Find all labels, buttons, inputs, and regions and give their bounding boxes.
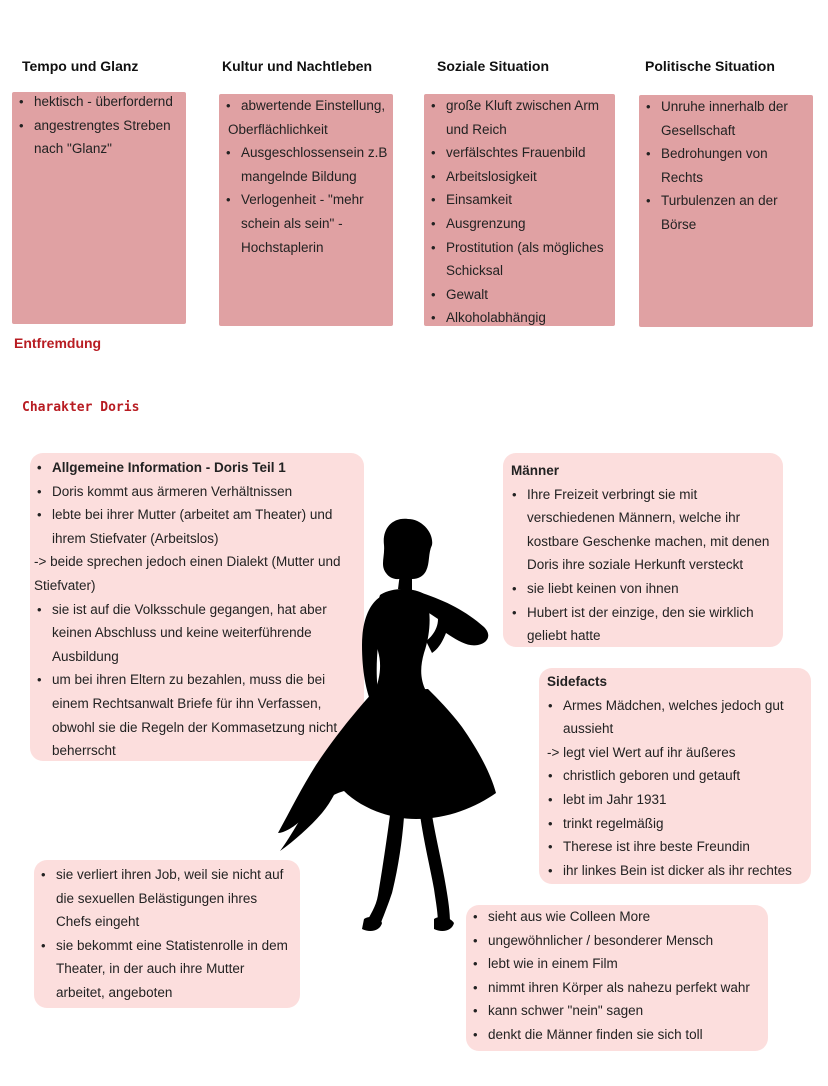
list-item: • Doris kommt aus ärmeren Verhältnissen [30, 480, 356, 504]
list-item: • sieht aus wie Colleen More [466, 905, 762, 929]
list-item: • große Kluft zwischen Arm und Reich [424, 94, 611, 141]
list-item: • nimmt ihren Körper als nahezu perfekt wahr [466, 976, 762, 1000]
heading-tempo-und-glanz: Tempo und Glanz [22, 58, 139, 74]
list-item: • denkt die Männer finden sie sich toll [466, 1023, 762, 1047]
woman-silhouette-icon [270, 515, 520, 935]
list-item: • Prostitution (als mögliches Schicksal [424, 236, 611, 283]
list-item: • Unruhe innerhalb der Gesellschaft [639, 95, 809, 142]
list-item: • Hubert ist der einzige, den sie wirklich geliebt hatte [505, 601, 775, 648]
list-item: • sie bekommt eine Statistenrolle in dem Theater, in der auch ihre Mutter arbeitet, angeboten [34, 934, 292, 1005]
heading-soziale-situation: Soziale Situation [437, 58, 550, 74]
label-entfremdung: Entfremdung [14, 335, 102, 351]
label-charakter-doris: Charakter Doris [22, 400, 140, 415]
box-maenner [503, 453, 783, 647]
list-item: • Alkoholabhängig [424, 306, 611, 330]
list-item: • sie liebt keinen von ihnen [505, 577, 775, 601]
box-kultur-und-nachtleben [219, 94, 393, 326]
list-item: • ungewöhnlicher / besonderer Mensch [466, 929, 762, 953]
box-tempo-und-glanz [12, 92, 186, 324]
list-item: • Verlogenheit - "mehr schein als sein" - Hochstaplerin [219, 188, 389, 259]
list-item: • Armes Mädchen, welches jedoch gut aussieht [541, 694, 805, 741]
note-line: -> legt viel Wert auf ihr äußeres [547, 744, 736, 760]
list-item: • Gewalt [424, 283, 611, 307]
list-item: • sie ist auf die Volksschule gegangen, hat aber keinen Abschluss und keine weiterführende Ausbildung [30, 598, 356, 669]
box-sidefacts [539, 668, 811, 884]
list-item: • Bedrohungen von Rechts [639, 142, 809, 189]
list-item: • Therese ist ihre beste Freundin [541, 835, 805, 859]
list-item: • sie verliert ihren Job, weil sie nicht auf die sexuellen Belästigungen ihres Chefs eingeht [34, 863, 292, 934]
list-item: • hektisch - überfordernd [12, 90, 182, 114]
list-item-title: • Allgemeine Information - Doris Teil 1 [30, 456, 356, 480]
list-item: • kann schwer "nein" sagen [466, 999, 762, 1023]
list-item: • Ihre Freizeit verbringt sie mit verschiedenen Männern, welche ihr kostbare Geschenke machen, mit denen Doris ihre soziale Herkunft versteckt [505, 483, 775, 577]
maenner-title: Männer [511, 463, 560, 478]
heading-kultur-und-nachtleben: Kultur und Nachtleben [222, 58, 373, 74]
list-item: • lebt wie in einem Film [466, 952, 762, 976]
box-job [34, 860, 300, 1008]
list-item: • ihr linkes Bein ist dicker als ihr rechtes [541, 859, 805, 883]
list-item: • Einsamkeit [424, 188, 611, 212]
list-item: • Turbulenzen an der Börse [639, 189, 809, 236]
list-item: • Arbeitslosigkeit [424, 165, 611, 189]
list-item: • trinkt regelmäßig [541, 812, 805, 836]
sidefacts-title: Sidefacts [547, 674, 608, 689]
note-line: -> beide sprechen jedoch einen Dialekt (Mutter und Stiefvater) [34, 554, 341, 593]
list-item: • Ausgrenzung [424, 212, 611, 236]
box-politische-situation [639, 95, 813, 327]
list-item: • abwertende Einstellung, [219, 94, 389, 118]
list-item: • um bei ihren Eltern zu bezahlen, muss die bei einem Rechtsanwalt Briefe für ihn Verfassen, obwohl sie die Regeln der Kommasetzung nicht beherrscht [30, 668, 356, 762]
heading-politische-situation: Politische Situation [645, 58, 775, 74]
list-item: • angestrengtes Streben nach "Glanz" [12, 114, 182, 161]
box-soziale-situation [424, 94, 615, 326]
list-item: • christlich geboren und getauft [541, 764, 805, 788]
list-item: • Ausgeschlossensein z.B mangelnde Bildung [219, 141, 389, 188]
list-item: • verfälschtes Frauenbild [424, 141, 611, 165]
list-item: • lebt im Jahr 1931 [541, 788, 805, 812]
continuation-line: Oberflächlichkeit [228, 121, 328, 137]
list-item: • lebte bei ihrer Mutter (arbeitet am Theater) und ihrem Stiefvater (Arbeitslos) [30, 503, 356, 550]
